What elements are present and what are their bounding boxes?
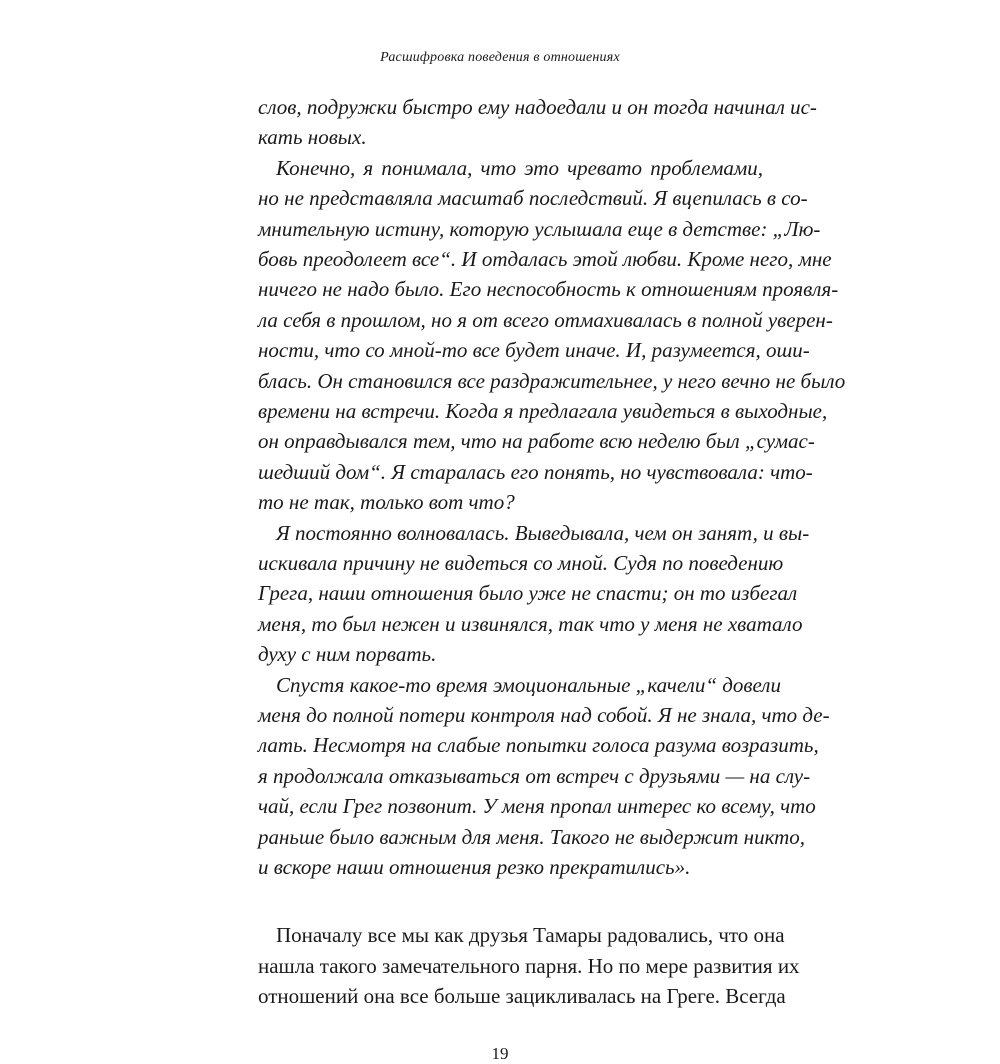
text-line: искивала причину не видеться со мной. Судя по поведению (258, 551, 784, 575)
text-line: нашла такого замечательного парня. Но по мере развития их (258, 954, 800, 978)
running-header: Расшифровка поведения в отношениях (380, 50, 620, 65)
text-line: ничего не надо было. Его неспособность к отношениям проявля- (258, 277, 839, 301)
text-line: чай, если Грег позвонит. У меня пропал интерес ко всему, что (258, 794, 816, 818)
page-number: 19 (491, 1044, 509, 1063)
text-line: ности, что со мной-то все будет иначе. И, разумеется, оши- (258, 338, 810, 362)
text-line: лать. Несмотря на слабые попытки голоса разума возразить, (258, 733, 819, 757)
text-line: слов, подружки быстро ему надоедали и он тогда начинал ис- (258, 95, 817, 119)
text-line: Конечно, я понимала, что это чревато проблемами, (276, 156, 763, 180)
text-line: и вскоре наши отношения резко прекратились». (258, 855, 691, 879)
text-line: кать новых. (258, 125, 367, 149)
text-line: времени на встречи. Когда я предлагала увидеться в выходные, (258, 399, 828, 423)
text-line: раньше было важным для меня. Такого не выдержит никто, (258, 825, 806, 849)
text-line: Поначалу все мы как друзья Тамары радовались, что она (276, 923, 785, 947)
text-line: но не представляла масштаб последствий. Я вцепилась в со- (258, 186, 808, 210)
text-line: шедший дом“. Я старалась его понять, но чувствовала: что- (258, 460, 813, 484)
text-line: меня до полной потери контроля над собой. Я не знала, что де- (258, 703, 830, 727)
text-line: духу с ним порвать. (258, 642, 437, 666)
text-line: мнительную истину, которую услышала еще в детстве: „Лю- (258, 217, 821, 241)
text-line: бовь преодолеет все“. И отдалась этой любви. Кроме него, мне (258, 247, 832, 271)
text-line: блась. Он становился все раздражительнее, у него вечно не было (258, 369, 846, 393)
text-line: он оправдывался тем, что на работе всю неделю был „сумас- (258, 429, 815, 453)
text-line: меня, то был нежен и извинялся, так что у меня не хватало (258, 612, 803, 636)
text-line: Спустя какое-то время эмоциональные „качели“ довели (276, 673, 781, 697)
text-line: я продолжала отказываться от встреч с друзьями — на слу- (258, 764, 811, 788)
text-line: то не так, только вот что? (258, 490, 515, 514)
text-line: отношений она все больше зацикливалась на Греге. Всегда (258, 984, 786, 1008)
text-line: Я постоянно волновалась. Выведывала, чем он занят, и вы- (276, 521, 810, 545)
text-line: ла себя в прошлом, но я от всего отмахивалась в полной уверен- (258, 308, 833, 332)
text-line: Грега, наши отношения было уже не спасти; он то избегал (258, 581, 798, 605)
